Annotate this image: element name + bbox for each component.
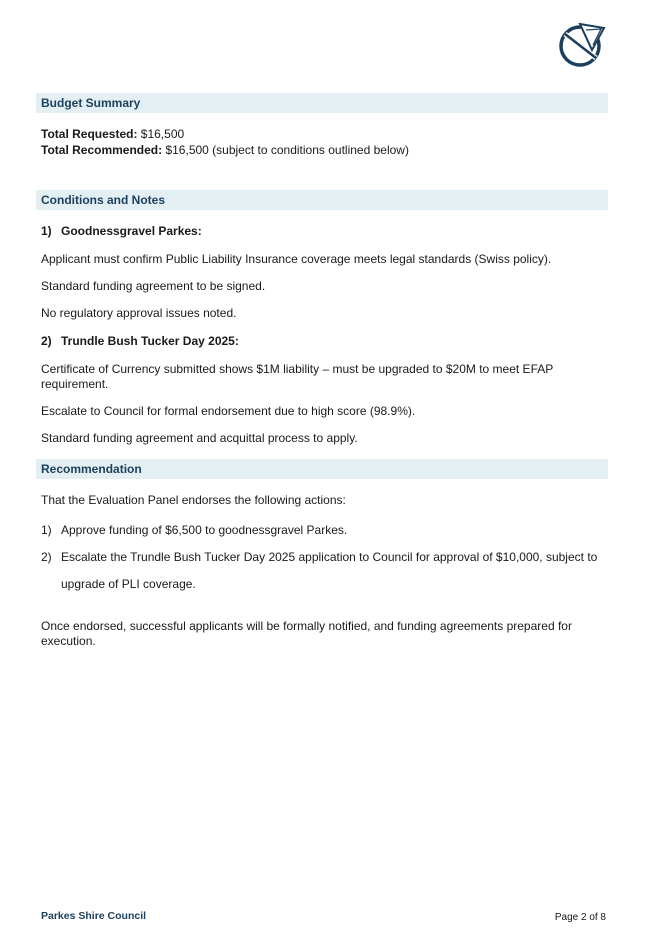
conditions-heading: Conditions and Notes xyxy=(36,190,608,210)
action-text: Approve funding of $6,500 to goodnessgravel Parkes. xyxy=(61,523,348,537)
total-requested-value: $16,500 xyxy=(137,127,185,141)
condition-item-1-number: 1) xyxy=(41,224,52,238)
action-number: 2) xyxy=(41,550,52,564)
condition-note: Applicant must confirm Public Liability Insurance coverage meets legal standards (Swiss policy). xyxy=(41,252,552,266)
recommendation-action-2-continued: upgrade of PLI coverage. xyxy=(61,577,196,591)
condition-note: No regulatory approval issues noted. xyxy=(41,306,237,320)
condition-item-2-name: Trundle Bush Tucker Day 2025: xyxy=(61,334,239,348)
condition-note: Standard funding agreement and acquittal process to apply. xyxy=(41,431,358,445)
condition-note: Standard funding agreement to be signed. xyxy=(41,279,266,293)
condition-item-2-title xyxy=(41,334,601,349)
total-requested-line xyxy=(41,127,601,142)
recommendation-intro: That the Evaluation Panel endorses the following actions: xyxy=(41,493,346,507)
total-recommended-line xyxy=(41,143,601,158)
condition-item-1-name: Goodnessgravel Parkes: xyxy=(61,224,202,238)
condition-item-1-title xyxy=(41,224,601,239)
condition-note: Certificate of Currency submitted shows $1M liability – must be upgraded to $20M to meet EFAP requirement. xyxy=(41,362,554,391)
condition-item-2-number: 2) xyxy=(41,334,52,348)
total-recommended-label: Total Recommended: xyxy=(41,143,163,157)
action-text: Escalate the Trundle Bush Tucker Day 2025 application to Council for approval of $10,000, subject to xyxy=(61,550,598,564)
budget-summary-heading: Budget Summary xyxy=(36,93,608,113)
footer-council-name: Parkes Shire Council xyxy=(41,910,147,922)
condition-note: Escalate to Council for formal endorsement due to high score (98.9%). xyxy=(41,404,416,418)
closing-paragraph: Once endorsed, successful applicants will be formally notified, and funding agreements prepared for execution. xyxy=(41,619,572,648)
recommendation-action-1 xyxy=(41,523,601,538)
action-number: 1) xyxy=(41,523,52,537)
page-number: Page 2 of 8 xyxy=(554,912,606,923)
total-recommended-value: $16,500 (subject to conditions outlined below) xyxy=(162,143,409,157)
recommendation-heading: Recommendation xyxy=(36,459,608,479)
recommendation-action-2 xyxy=(41,550,611,565)
total-requested-label: Total Requested: xyxy=(41,127,138,141)
parkes-shire-council-emblem-icon xyxy=(556,20,608,68)
